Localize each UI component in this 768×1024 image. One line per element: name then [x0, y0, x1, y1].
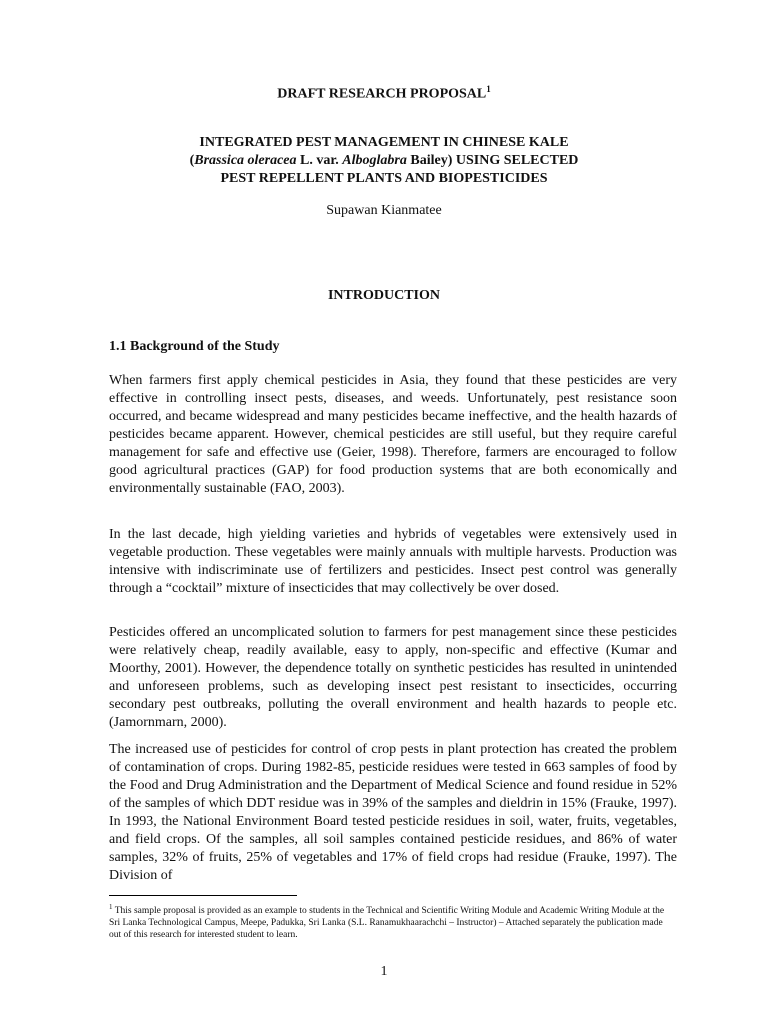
- title-paren-open: (: [189, 153, 195, 168]
- author-name: Supawan Kianmatee: [326, 203, 442, 218]
- proposal-title: [0, 134, 768, 188]
- footnote: [109, 901, 669, 941]
- draft-title: [0, 84, 768, 103]
- species-name: Brassica oleracea: [194, 153, 297, 168]
- paragraph-1: When farmers first apply chemical pesticides in Asia, they found that these pesticides are very effective in controlling insect pests, diseases, and weeds. Unfortunately, pest resistance soon occurred, and became widespread and many pesticides became ineffective, and the health hazards of pesticides became apparent. However, chemical pesticides are still useful, but they require careful management for safe and effective use (Geier, 1998). Therefore, farmers are encouraged to follow good agricultural practices (GAP) for food production systems that are both economically and environmentally sustainable (FAO, 2003).: [109, 373, 677, 496]
- footnote-number: 1: [109, 903, 113, 911]
- footnote-marker: 1: [486, 84, 491, 94]
- variety-name: Alboglabra: [342, 153, 407, 168]
- subsection-heading: 1.1 Background of the Study: [109, 339, 280, 354]
- footnote-divider: [109, 895, 297, 896]
- footnote-text: This sample proposal is provided as an example to students in the Technical and Scientific Writing Module and Academic Writing Module at the Sri Lanka Technological Campus, Meepe, Padukka, Sri Lanka (S.L. Ranamukhaarachchi – Instructor) – Attached separately the publication made out of this research for interested student to learn.: [109, 906, 665, 941]
- draft-title-text: DRAFT RESEARCH PROPOSAL: [277, 86, 487, 102]
- title-line-3: PEST REPELLENT PLANTS AND BIOPESTICIDES: [220, 171, 548, 186]
- page-number: 1: [380, 964, 388, 979]
- title-var-text: L. var.: [296, 153, 343, 168]
- paragraph-4: The increased use of pesticides for control of crop pests in plant protection has created the problem of contamination of crops. During 1982-85, pesticide residues were tested in 663 samples of food by the Food and Drug Administration and the Department of Medical Science and found residue in 52% of the samples of which DDT residue was in 39% of the samples and dieldrin in 15% (Frauke, 1997). In 1993, the National Environment Board tested pesticide residues in soil, water, fruits, vegetables, and field crops. Of the samples, all soil samples contained pesticide residues, and 86% of water samples, 32% of fruits, 25% of vegetables and 17% of field crops had residue (Frauke, 1997). The Division of: [109, 742, 677, 883]
- paragraph-2: In the last decade, high yielding varieties and hybrids of vegetables were extensively used in vegetable production. These vegetables were mainly annuals with multiple harvests. Production was intensive with indiscriminate use of fertilizers and pesticides. Insect pest control was generally through a “cocktail” mixture of insecticides that may collectively be over dosed.: [109, 527, 677, 596]
- paragraph-3: Pesticides offered an uncomplicated solution to farmers for pest management since these pesticides were relatively cheap, readily available, easy to apply, non-specific and effective (Kumar and Moorthy, 2001). However, the dependence totally on synthetic pesticides has resulted in unintended and unforeseen problems, such as developing insect pest resistant to insecticides, occurring secondary pest outbreaks, polluting the overall environment and health hazards to people etc. (Jamornmarn, 2000).: [109, 625, 677, 730]
- section-heading: INTRODUCTION: [327, 288, 440, 303]
- title-line-2-end: Bailey) USING SELECTED: [406, 153, 579, 168]
- title-line-1: INTEGRATED PEST MANAGEMENT IN CHINESE KALE: [199, 135, 569, 150]
- title-line-2: [0, 152, 768, 170]
